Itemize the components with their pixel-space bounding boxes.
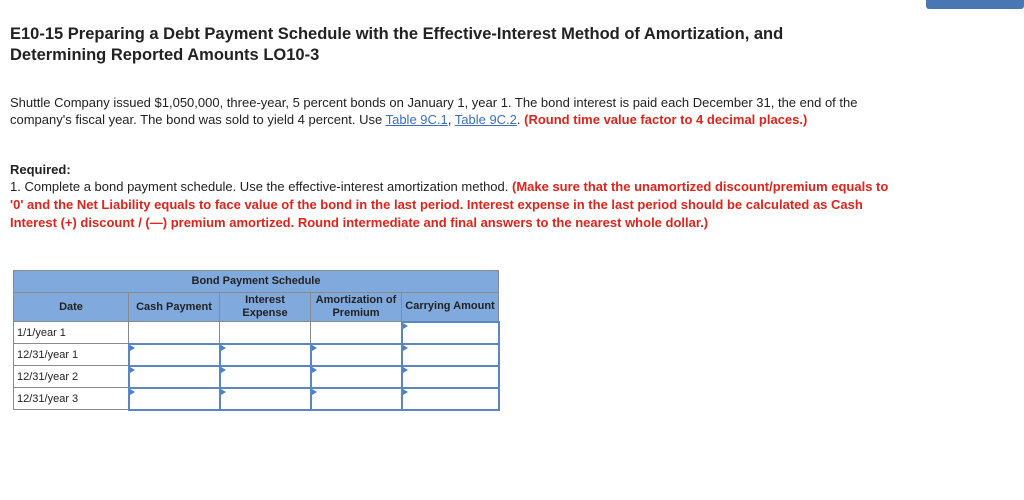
amortization-input[interactable] (312, 390, 401, 408)
amortization-cell (311, 388, 402, 410)
required-instructions (10, 178, 890, 232)
carrying-amount-cell (402, 322, 499, 344)
col-amortization-premium: Amortization of Premium (311, 293, 402, 322)
page-title: E10-15 Preparing a Debt Payment Schedule with the Effective-Interest Method of Amortization, and Determining Reported Amounts LO10-3 (10, 25, 784, 64)
carrying-amount-input[interactable] (403, 346, 498, 364)
interest-expense-input[interactable] (221, 390, 310, 408)
carrying-amount-cell (402, 366, 499, 388)
carrying-amount-input[interactable] (403, 324, 498, 342)
row-date: 1/1/year 1 (14, 322, 129, 344)
table-9c1-link[interactable]: Table 9C.1 (385, 112, 448, 127)
table-row (14, 344, 499, 366)
problem-intro (10, 94, 890, 128)
cash-payment-input[interactable] (130, 368, 219, 386)
row-date: 12/31/year 2 (14, 366, 129, 388)
required-text: 1. Complete a bond payment schedule. Use the effective-interest amortization method. (10, 179, 512, 194)
carrying-amount-cell (402, 344, 499, 366)
cash-payment-cell (129, 366, 220, 388)
table-row (14, 366, 499, 388)
carrying-amount-input[interactable] (403, 390, 498, 408)
amortization-cell (311, 344, 402, 366)
table-row (14, 388, 499, 410)
col-cash-payment: Cash Payment (129, 293, 220, 322)
col-carrying-amount: Carrying Amount (402, 293, 499, 322)
required-note: (Make sure that the unamortized discount/premium equals to '0' and the Net Liability equals to face value of the bond in the last period. Interest expense in the last period should be calculated as Cash Interest (+) discount / (—) premium amortized. Round intermediate and final answers to the nearest whole dollar.) (10, 179, 889, 230)
top-right-button[interactable] (926, 0, 1024, 9)
amortization-input[interactable] (312, 368, 401, 386)
link-separator: , (447, 112, 455, 127)
table-9c2-link[interactable]: Table 9C.2 (454, 112, 517, 127)
required-heading: Required: (10, 162, 71, 177)
interest-expense-cell (220, 366, 311, 388)
carrying-amount-cell (402, 388, 499, 410)
table-row (14, 322, 499, 344)
col-date: Date (14, 293, 129, 322)
cash-payment-cell (129, 344, 220, 366)
cash-payment-input[interactable] (130, 390, 219, 408)
interest-expense-cell (220, 388, 311, 410)
col-interest-expense: Interest Expense (220, 293, 311, 322)
carrying-amount-input[interactable] (403, 368, 498, 386)
row-date: 12/31/year 1 (14, 344, 129, 366)
amortization-cell (311, 366, 402, 388)
interest-expense-cell (220, 344, 311, 366)
table-title: Bond Payment Schedule (14, 271, 499, 293)
cell-empty (129, 322, 220, 344)
interest-expense-input[interactable] (221, 346, 310, 364)
row-date: 12/31/year 3 (14, 388, 129, 410)
cash-payment-input[interactable] (130, 346, 219, 364)
amortization-input[interactable] (312, 346, 401, 364)
rounding-note: (Round time value factor to 4 decimal places.) (524, 112, 808, 127)
cell-empty (311, 322, 402, 344)
cash-payment-cell (129, 388, 220, 410)
cell-empty (220, 322, 311, 344)
interest-expense-input[interactable] (221, 368, 310, 386)
intro-after: . (516, 112, 525, 127)
bond-payment-schedule-table (13, 270, 500, 411)
intro-text: Shuttle Company issued $1,050,000, three-year, 5 percent bonds on January 1, year 1. The bond interest is paid each December 31, the end of the company's fiscal year. The bond was sold to yield 4 percent. Use (10, 95, 858, 127)
